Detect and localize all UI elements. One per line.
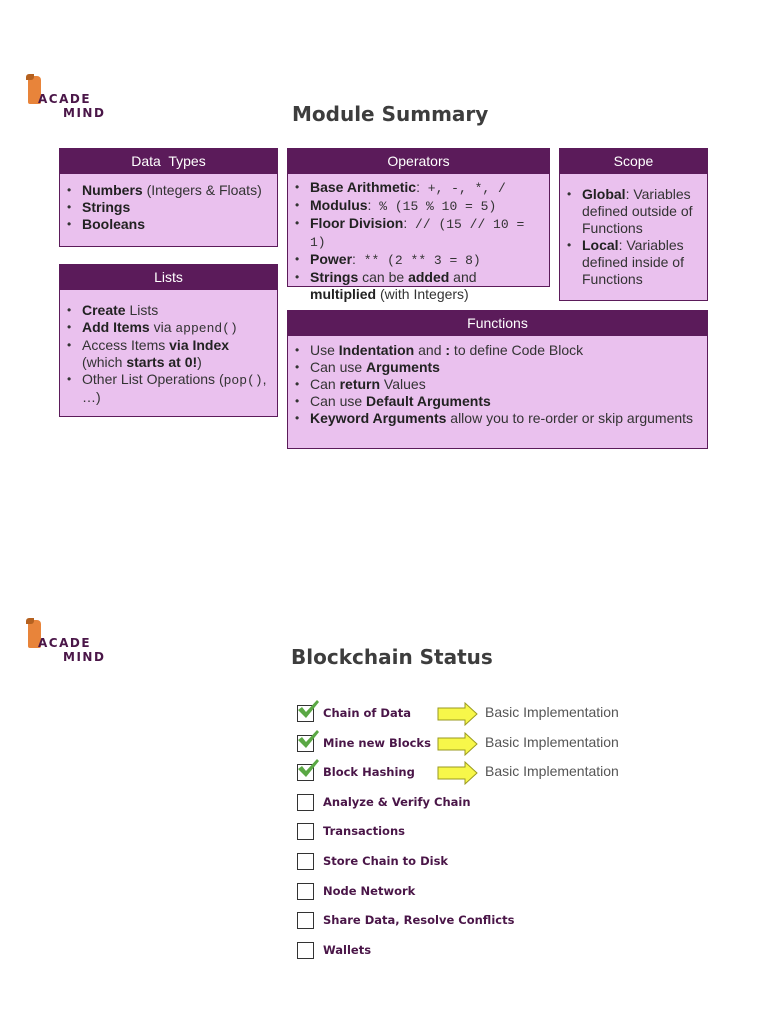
functions-list [288,336,707,427]
logo-text-line2: MIND [63,650,106,664]
scope-box [559,148,708,301]
checkbox[interactable] [297,794,314,811]
list-item: • Local: Variables defined inside of Functions [582,237,701,288]
operators-box [287,148,550,302]
scope-list [560,174,707,288]
status-label: Block Hashing [323,765,415,779]
status-label: Transactions [323,824,405,838]
list-item: • Modulus: % (15 % 10 = 5) [310,197,543,215]
right-arrow-icon [437,732,479,756]
checkbox[interactable] [297,823,314,840]
list-item: • Strings [82,199,271,216]
checkmark-icon [296,728,320,750]
implementation-status: Basic Implementation [485,763,619,779]
list-item: • Other List Operations (pop(), …) [82,371,271,406]
list-item: • Booleans [82,216,271,233]
right-arrow-icon [437,761,479,785]
list-item: • Power: ** (2 ** 3 = 8) [310,251,543,269]
list-item: • Strings can be added and multiplied (with Integers) [310,269,543,303]
implementation-status: Basic Implementation [485,734,619,750]
list-item: • Use Indentation and : to define Code Block [310,342,701,359]
lists-list [60,290,277,406]
status-label: Chain of Data [323,706,411,720]
implementation-status: Basic Implementation [485,704,619,720]
scope-header: Scope [560,149,707,174]
data-types-header: Data Types [60,149,277,174]
checkmark-icon [296,698,320,720]
checkbox[interactable] [297,912,314,929]
functions-header: Functions [288,311,707,336]
academind-logo [28,76,118,124]
list-item: • Add Items via append() [82,319,271,337]
list-item: • Floor Division: // (15 // 10 = 1) [310,215,543,251]
list-item: • Can return Values [310,376,701,393]
academind-logo [28,620,118,668]
list-item: • Create Lists [82,302,271,319]
checkmark-icon [296,757,320,779]
checkbox[interactable] [297,942,314,959]
checkbox[interactable] [297,883,314,900]
functions-box [287,310,708,449]
logo-text-line1: ACADE [38,636,92,650]
status-label: Store Chain to Disk [323,854,449,868]
data-types-list [60,174,277,233]
lists-header: Lists [60,265,277,290]
list-item: • Access Items via Index (which starts at 0!) [82,337,271,371]
list-item: • Can use Arguments [310,359,701,376]
checkbox[interactable] [297,853,314,870]
list-item: • Can use Default Arguments [310,393,701,410]
logo-text-line1: ACADE [38,92,92,106]
status-label: Wallets [323,943,372,957]
list-item: • Global: Variables defined outside of Functions [582,186,701,237]
operators-header: Operators [288,149,549,174]
list-item: • Keyword Arguments allow you to re-order or skip arguments [310,410,701,427]
status-label: Mine new Blocks [323,736,431,750]
module-summary-title: Module Summary [292,102,489,126]
lists-box [59,264,278,417]
right-arrow-icon [437,702,479,726]
logo-text-line2: MIND [63,106,106,120]
data-types-box [59,148,278,247]
status-label: Share Data, Resolve Conflicts [323,913,515,927]
blockchain-status-title: Blockchain Status [291,645,493,669]
status-label: Node Network [323,884,416,898]
operators-list [288,174,549,303]
list-item: • Numbers (Integers & Floats) [82,182,271,199]
status-label: Analyze & Verify Chain [323,795,471,809]
list-item: • Base Arithmetic: +, -, *, / [310,179,543,197]
